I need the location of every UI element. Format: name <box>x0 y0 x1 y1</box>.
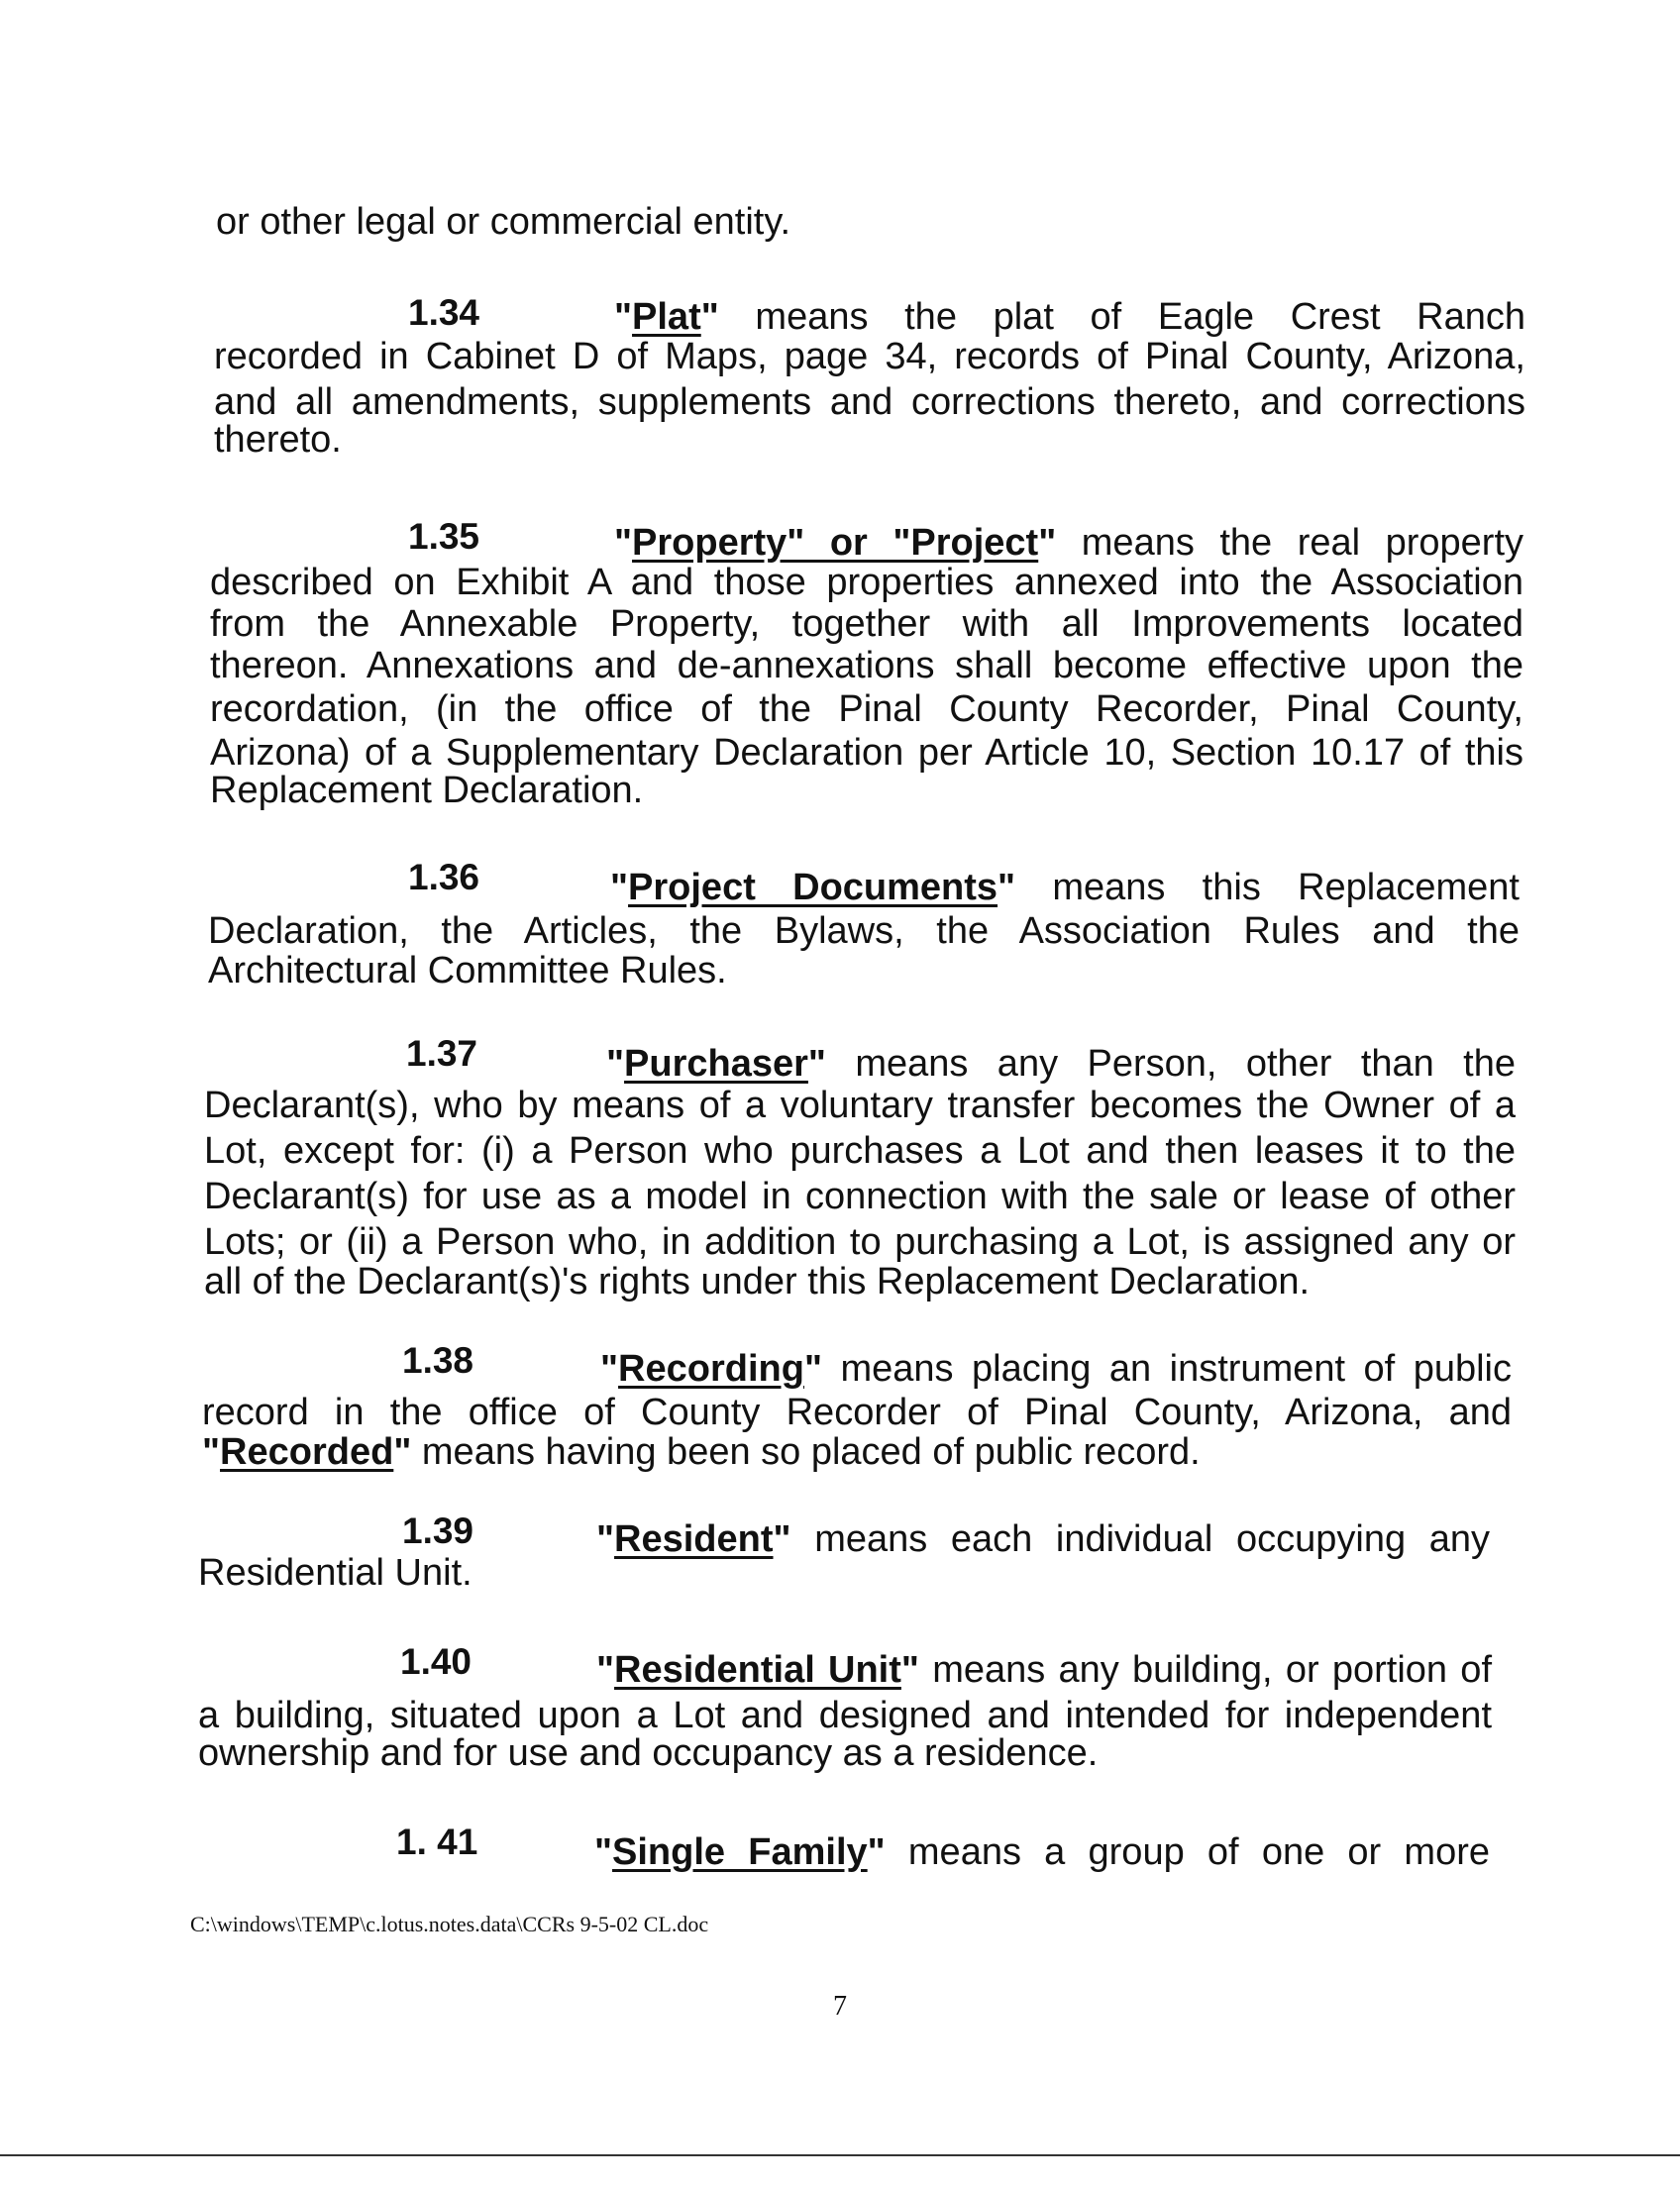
section-1-34-line: recorded in Cabinet D of Maps, page 34, records of Pinal County, Arizona, <box>214 336 1525 377</box>
first-line-rest: means the plat of Eagle Crest Ranch <box>755 296 1525 338</box>
section-1-35-first-line: "Property" or "Project" means the real property <box>614 522 1523 564</box>
section-1-37-line: all of the Declarant(s)'s rights under this Replacement Declaration. <box>204 1261 1311 1302</box>
first-line-rest: means the real property <box>1081 522 1523 564</box>
term-property-or-project: Property" or "Project <box>632 522 1039 564</box>
section-1-38-extra-line: "Recorded" means having been so placed of public record. <box>202 1431 1201 1473</box>
section-1-37-line: Lot, except for: (i) a Person who purchases a Lot and then leases it to the <box>204 1130 1516 1172</box>
section-1-37-line: Declarant(s), who by means of a voluntary transfer becomes the Owner of a <box>204 1085 1516 1126</box>
section-1-35-line: recordation, (in the office of the Pinal County Recorder, Pinal County, <box>210 688 1523 730</box>
term-plat: Plat <box>632 296 701 338</box>
section-1-35-line: described on Exhibit A and those properties annexed into the Association <box>210 562 1523 603</box>
section-1-41-first-line: "Single Family" means a group of one or more <box>594 1831 1491 1873</box>
term-single-family: Single Family <box>612 1831 868 1873</box>
first-line-rest: means this Replacement <box>1052 867 1520 908</box>
term-project-documents: Project Documents <box>628 867 998 908</box>
section-number-1-38: 1.38 <box>402 1340 474 1381</box>
section-number-1-37: 1.37 <box>406 1033 478 1074</box>
bottom-scan-rule <box>0 2154 1680 2156</box>
section-number-1-41: 1. 41 <box>396 1822 478 1862</box>
section-1-40-line: ownership and for use and occupancy as a residence. <box>198 1732 1099 1774</box>
first-line-rest: means placing an instrument of public <box>840 1348 1512 1390</box>
section-1-36-line: Declaration, the Articles, the Bylaws, the Association Rules and the <box>208 910 1520 952</box>
section-number-1-35: 1.35 <box>408 516 480 557</box>
section-1-37-first-line: "Purchaser" means any Person, other than the <box>606 1043 1517 1085</box>
section-1-39-line: Residential Unit. <box>198 1552 472 1594</box>
section-1-37-line: Declarant(s) for use as a model in connection with the sale or lease of other <box>204 1176 1516 1217</box>
term-residential-unit: Residential Unit <box>614 1649 901 1691</box>
section-1-40-line: a building, situated upon a Lot and designed and intended for independent <box>198 1695 1492 1736</box>
section-1-38-first-line: "Recording" means placing an instrument of public <box>600 1348 1512 1390</box>
first-line-rest: means each individual occupying any <box>814 1518 1490 1560</box>
page-number: 7 <box>833 1991 847 2022</box>
section-number-1-39: 1.39 <box>402 1510 474 1551</box>
term-recorded: Recorded <box>220 1431 394 1473</box>
term-resident: Resident <box>614 1518 774 1560</box>
first-line-rest: means any building, or portion of <box>932 1649 1493 1691</box>
section-1-39-first-line: "Resident" means each individual occupying any <box>596 1518 1490 1560</box>
section-1-34-line: and all amendments, supplements and corrections thereto, and corrections <box>214 381 1525 423</box>
section-1-35-line: Arizona) of a Supplementary Declaration per Article 10, Section 10.17 of this <box>210 732 1523 774</box>
preamble-line: or other legal or commercial entity. <box>216 201 791 243</box>
section-number-1-40: 1.40 <box>400 1641 472 1682</box>
section-1-38-line: record in the office of County Recorder of Pinal County, Arizona, and <box>202 1392 1512 1433</box>
section-1-36-line: Architectural Committee Rules. <box>208 950 727 991</box>
section-1-35-line: from the Annexable Property, together with all Improvements located <box>210 603 1523 645</box>
footer-file-path: C:\windows\TEMP\c.lotus.notes.data\CCRs 9-5-02 CL.doc <box>190 1912 709 1936</box>
section-1-35-line: Replacement Declaration. <box>210 770 644 811</box>
section-number-1-34: 1.34 <box>408 292 480 333</box>
section-1-37-line: Lots; or (ii) a Person who, in addition to purchasing a Lot, is assigned any or <box>204 1221 1516 1263</box>
section-1-34-first-line: "Plat" means the plat of Eagle Crest Ranch <box>614 296 1525 338</box>
section-1-34-line: thereto. <box>214 419 342 461</box>
section-1-35-line: thereon. Annexations and de-annexations shall become effective upon the <box>210 645 1523 686</box>
section-1-40-first-line: "Residential Unit" means any building, or portion of <box>596 1649 1493 1691</box>
extra-rest: means having been so placed of public record. <box>421 1431 1201 1473</box>
section-number-1-36: 1.36 <box>408 857 480 897</box>
term-purchaser: Purchaser <box>624 1043 808 1085</box>
first-line-rest: means any Person, other than the <box>855 1043 1517 1085</box>
term-recording: Recording <box>618 1348 804 1390</box>
section-1-36-first-line: "Project Documents" means this Replacement <box>610 867 1520 908</box>
first-line-rest: means a group of one or more <box>907 1831 1491 1873</box>
